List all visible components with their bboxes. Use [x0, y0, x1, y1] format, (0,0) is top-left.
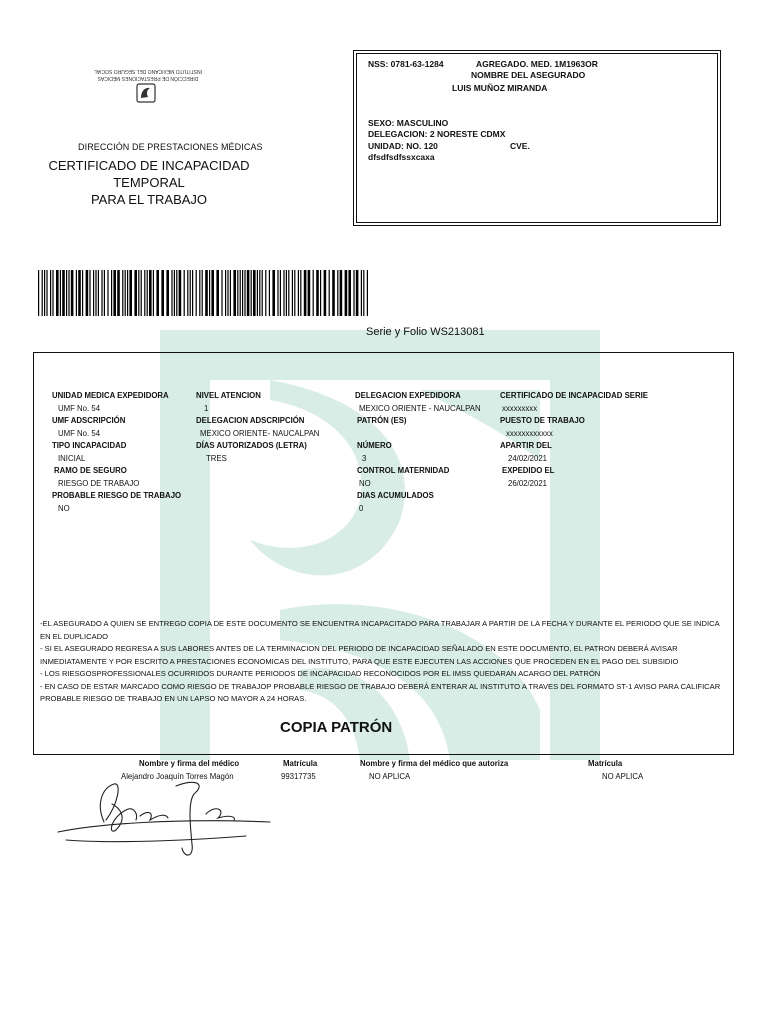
umf-adscripcion-value: UMF No. 54 [58, 429, 101, 438]
barcode-bar [247, 270, 250, 316]
barcode-bar [283, 270, 284, 316]
barcode-bar [62, 270, 65, 316]
nivel-atencion-value: 1 [204, 404, 209, 413]
barcode-bar [89, 270, 90, 316]
barcode-bar [98, 270, 99, 316]
barcode-bar [286, 270, 287, 316]
barcode-bar [42, 270, 43, 316]
barcode-bar [144, 270, 145, 316]
delegacion-value: DELEGACION: 2 NORESTE CDMX [368, 129, 506, 139]
barcode-bar [345, 270, 348, 316]
barcode-bar [253, 270, 256, 316]
barcode-bar [348, 270, 351, 316]
barcode-bar [82, 270, 83, 316]
barcode-bar [141, 270, 142, 316]
barcode-bar [199, 270, 200, 316]
barcode-bar [269, 270, 270, 316]
barcode-bar [95, 270, 96, 316]
matricula-label: Matrícula [283, 759, 318, 768]
dias-acumulados-label: DIAS ACUMULADOS [357, 491, 434, 500]
barcode-bar [127, 270, 128, 316]
barcode-bar [308, 270, 311, 316]
matricula-value: 99317735 [281, 772, 316, 781]
unidad-medica-value: UMF No. 54 [58, 404, 101, 413]
nombre-asegurado-value: LUIS MUÑOZ MIRANDA [452, 83, 548, 93]
barcode-bar [50, 270, 51, 316]
barcode-bar [316, 270, 319, 316]
apartir-value: 24/02/2021 [508, 454, 548, 463]
barcode-bar [192, 270, 193, 316]
barcode-bar [292, 270, 293, 316]
barcode-bar [104, 270, 105, 316]
barcode-bar [129, 270, 132, 316]
note-paragraph: - LOS RIESGOSPROFESSIONALES OCURRIDOS DURANTE PERIODOS DE INCAPACIDAD RECONOCIDOS POR EL IMSS QUEDARAN ACARGO DEL PATRÓN [40, 669, 601, 678]
medico-label: Nombre y firma del médico [139, 759, 240, 768]
barcode-bar [288, 270, 289, 316]
barcode-bar [337, 270, 338, 316]
nivel-atencion-label: NIVEL ATENCION [196, 391, 261, 400]
copia-patron-heading: COPIA PATRÓN [280, 719, 393, 736]
dias-acumulados-value: 0 [359, 504, 364, 513]
barcode-bar [265, 270, 266, 316]
doctor-signature [56, 774, 276, 864]
barcode-bar [244, 270, 245, 316]
barcode-bar [233, 270, 236, 316]
barcode-bar [174, 270, 175, 316]
institution-logo-block [60, 66, 230, 116]
barcode-bar [257, 270, 258, 316]
barcode-bar [272, 270, 275, 316]
barcode [38, 270, 368, 316]
barcode-bar [227, 270, 228, 316]
unidad-value: UNIDAD: NO. 120 [368, 141, 438, 151]
barcode-bar [329, 270, 330, 316]
barcode-bar [367, 270, 368, 316]
numero-value: 3 [362, 454, 367, 463]
barcode-bar [280, 270, 281, 316]
barcode-bar [179, 270, 182, 316]
cert-serie-label: CERTIFICADO DE INCAPACIDAD SERIE [500, 391, 649, 400]
barcode-bar [237, 270, 238, 316]
barcode-bar [230, 270, 231, 316]
institution-name: INSTITUTO MEXICANO DEL SEGURO SOCIAL [93, 68, 203, 74]
barcode-bar [76, 270, 77, 316]
barcode-bar [111, 270, 112, 316]
barcode-bar [93, 270, 94, 316]
delegacion-expedidora-label: DELEGACION EXPEDIDORA [355, 391, 461, 400]
barcode-bar [107, 270, 108, 316]
barcode-bar [86, 270, 89, 316]
delegacion-adscripcion-label: DELEGACION ADSCRIPCIÓN [196, 416, 305, 425]
barcode-bar [225, 270, 226, 316]
barcode-bar [147, 270, 148, 316]
nombre-asegurado-label: NOMBRE DEL ASEGURADO [471, 70, 586, 80]
delegacion-expedidora-value: MEXICO ORIENTE - NAUCALPAN [359, 404, 481, 413]
barcode-bar [209, 270, 210, 316]
unidad-medica-label: UNIDAD MEDICA EXPEDIDORA [52, 391, 169, 400]
note-paragraph: - SI EL ASEGURADO REGRESA A SUS LABORES ANTES DE LA TERMINACION DEL PERIODO DE INCAPACIDAD SEÑALADO EN ESTE DOCUMENTO, EL PATRON DEBERÁ AVISAR INMEDIATAMENTE Y POR ESCRITO A PRESTACIONES ECONOMICAS DEL INSTITUTO, PARA QUE ESTE EJECUTEN LAS ACCIONES QUE PROCEDEN EN EL PAGO DEL SUBSIDIO [40, 644, 679, 666]
barcode-bar [242, 270, 243, 316]
patron-label: PATRÓN (ES) [357, 416, 407, 425]
barcode-bar [101, 270, 102, 316]
numero-label: NÚMERO [357, 441, 392, 450]
barcode-bar [122, 270, 123, 316]
barcode-bar [202, 270, 203, 316]
matricula-autoriza-value: NO APLICA [602, 772, 644, 781]
barcode-bar [251, 270, 252, 316]
sexo-value: SEXO: MASCULINO [368, 118, 449, 128]
barcode-bar [149, 270, 152, 316]
barcode-bar [356, 270, 359, 316]
medico-autoriza-value: NO APLICA [369, 772, 411, 781]
barcode-bar [44, 270, 45, 316]
matricula-autoriza-label: Matrícula [588, 759, 623, 768]
barcode-bar [259, 270, 260, 316]
barcode-bar [187, 270, 188, 316]
probable-riesgo-label: PROBABLE RIESGO DE TRABAJO [52, 491, 182, 500]
dias-autorizados-value: TRES [206, 454, 227, 463]
nss-value: NSS: 0781-63-1284 [368, 59, 444, 69]
puesto-trabajo-value: xxxxxxxxxxxx [506, 429, 553, 438]
medico-autoriza-label: Nombre y firma del médico que autoriza [360, 759, 509, 768]
barcode-bar [205, 270, 208, 316]
certificate-title-line1: CERTIFICADO DE INCAPACIDAD TEMPORAL [48, 158, 250, 190]
barcode-bar [52, 270, 53, 316]
puesto-trabajo-label: PUESTO DE TRABAJO [500, 416, 585, 425]
barcode-bar [176, 270, 177, 316]
barcode-bar [46, 270, 47, 316]
medico-name: Alejandro Joaquín Torres Magón [121, 772, 234, 781]
barcode-bar [320, 270, 321, 316]
barcode-bar [332, 270, 335, 316]
tipo-incapacidad-label: TIPO INCAPACIDAD [52, 441, 127, 450]
barcode-bar [196, 270, 197, 316]
certificate-title [24, 157, 274, 208]
expedido-value: 26/02/2021 [508, 479, 548, 488]
cve-label: CVE. [510, 141, 530, 151]
barcode-bar [56, 270, 59, 316]
barcode-bar [156, 270, 159, 316]
barcode-bar [262, 270, 263, 316]
barcode-bar [211, 270, 214, 316]
barcode-bar [340, 270, 343, 316]
barcode-bar [68, 270, 69, 316]
delegacion-adscripcion-value: MEXICO ORIENTE- NAUCALPAN [200, 429, 320, 438]
ramo-seguro-label: RAMO DE SEGURO [54, 466, 127, 475]
barcode-bar [304, 270, 307, 316]
barcode-bar [190, 270, 191, 316]
barcode-bar [184, 270, 185, 316]
barcode-bar [166, 270, 169, 316]
ramo-seguro-value: RIESGO DE TRABAJO [58, 479, 140, 488]
legal-notes [40, 618, 730, 706]
barcode-bar [153, 270, 154, 316]
tipo-incapacidad-value: INICIAL [58, 454, 86, 463]
barcode-bar [171, 270, 172, 316]
agregado-value: AGREGADO. MED. 1M1963OR [476, 59, 598, 69]
control-maternidad-label: CONTROL MATERNIDAD [357, 466, 450, 475]
umf-adscripcion-label: UMF ADSCRIPCIÓN [52, 416, 126, 425]
barcode-bar [221, 270, 222, 316]
institution-subline: DIRECCIÓN DE PRESTACIONES MÉDICAS [97, 75, 199, 81]
probable-riesgo-value: NO [58, 504, 70, 513]
barcode-bar [38, 270, 39, 316]
barcode-bar [361, 270, 362, 316]
barcode-bar [216, 270, 219, 316]
extra-value: dfsdfsdfssxcaxa [368, 152, 435, 162]
note-paragraph: - EN CASO DE ESTAR MARCADO COMO RIESGO DE TRABAJOP PROBABLE RIESGO DE TRABAJO DEBERÁ ENTERAR AL INSTITUTO A TRAVES DEL FORMATO ST-1 AVISO PARA CALIFICAR PROBABLE RIESGO DE TRABAJO EN UN LAPSO NO MAYOR A 24 HORAS. [40, 681, 721, 703]
barcode-bar [324, 270, 327, 316]
barcode-bar [134, 270, 137, 316]
barcode-bar [300, 270, 301, 316]
barcode-bar [298, 270, 299, 316]
barcode-bar [113, 270, 116, 316]
barcode-bar [66, 270, 67, 316]
note-paragraph: -EL ASEGURADO A QUIEN SE ENTREGO COPIA DE ESTE DOCUMENTO SE ENCUENTRA INCAPACITADO PARA TRABAJAR A PARTIR DE LA FECHA Y DURANTE EL PERIODO QUE SE INDICA EN EL DUPLICADO [40, 619, 720, 641]
barcode-bar [240, 270, 241, 316]
barcode-bar [353, 270, 354, 316]
barcode-bar [78, 270, 81, 316]
dias-autorizados-label: DÍAS AUTORIZADOS (LETRA) [196, 441, 307, 450]
certificate-details-box [33, 352, 734, 755]
barcode-bar [277, 270, 278, 316]
barcode-bar [125, 270, 126, 316]
expedido-label: EXPEDIDO EL [502, 466, 555, 475]
certificate-title-line2: PARA EL TRABAJO [90, 192, 208, 207]
imss-seal-icon [136, 83, 156, 103]
barcode-bar [138, 270, 139, 316]
barcode-bar [363, 270, 364, 316]
barcode-bar [117, 270, 120, 316]
barcode-bar [294, 270, 295, 316]
barcode-bar [313, 270, 314, 316]
serie-folio: Serie y Folio WS213081 [366, 326, 485, 338]
barcode-bar [71, 270, 74, 316]
control-maternidad-value: NO [359, 479, 371, 488]
barcode-bar [60, 270, 61, 316]
apartir-label: APARTIR DEL [500, 441, 552, 450]
cert-serie-value: xxxxxxxxx [502, 404, 538, 413]
barcode-bar [161, 270, 164, 316]
direccion-label: DIRECCIÓN DE PRESTACIONES MÉDICAS [78, 142, 263, 152]
insured-info-box [356, 53, 718, 223]
